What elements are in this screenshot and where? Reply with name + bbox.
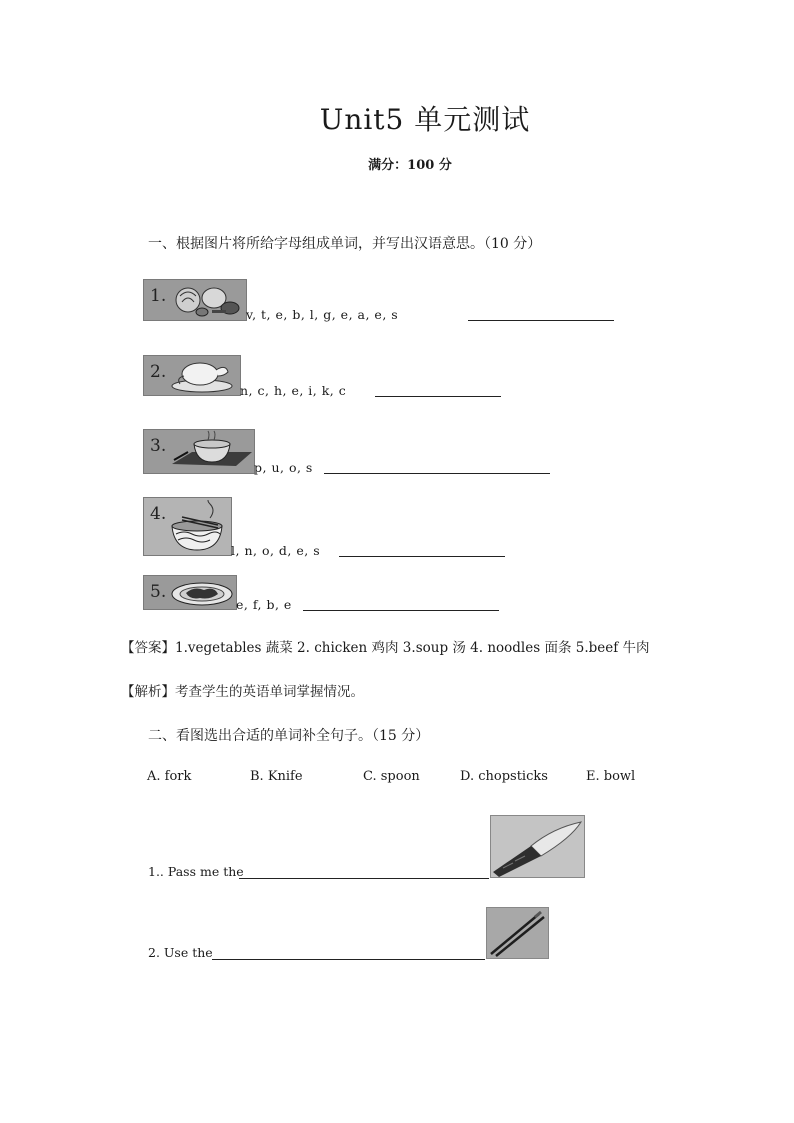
option-c: C. spoon <box>363 769 420 784</box>
item-number: 1. <box>150 286 167 306</box>
knife-picture <box>490 815 585 878</box>
soup-bowl-icon <box>168 430 254 472</box>
knife-icon <box>491 816 584 877</box>
analysis-line: 【解析】考查学生的英语单词掌握情况。 <box>121 684 364 700</box>
item-number: 3. <box>150 436 167 456</box>
section-2-heading: 二、看图选出合适的单词补全句子。（15 分） <box>148 728 430 744</box>
beef-picture <box>143 575 237 610</box>
soup-picture <box>143 429 255 474</box>
answer-line: 【答案】1.vegetables 蔬菜 2. chicken 鸡肉 3.soup 汤 4. noodles 面条 5.beef 牛肉 <box>121 640 650 656</box>
chopsticks-picture <box>486 907 549 959</box>
chopsticks-icon <box>487 908 548 958</box>
answer-blank[interactable] <box>239 878 489 879</box>
option-d: D. chopsticks <box>460 769 548 784</box>
item-number: 2. <box>150 362 167 382</box>
answer-blank[interactable] <box>468 320 614 321</box>
item-number: 4. <box>150 504 167 524</box>
question-1-text: 1.. Pass me the <box>148 864 244 879</box>
chicken-picture <box>143 355 241 396</box>
item-letters: l, n, o, d, e, s <box>231 543 321 558</box>
option-a: A. fork <box>147 769 192 784</box>
item-letters: p, u, o, s <box>254 460 313 475</box>
page-title: Unit5 单元测试 <box>319 103 531 136</box>
option-b: B. Knife <box>250 769 303 784</box>
answer-blank[interactable] <box>303 610 499 611</box>
section-1-heading: 一、根据图片将所给字母组成单词，并写出汉语意思。（10 分） <box>148 236 542 252</box>
beef-plate-icon <box>170 578 234 608</box>
item-letters: v, t, e, b, l, g, e, a, e, s <box>246 307 399 322</box>
answer-blank[interactable] <box>375 396 501 397</box>
noodles-picture <box>143 497 232 556</box>
vegetables-icon <box>172 282 244 318</box>
answer-blank[interactable] <box>212 959 485 960</box>
full-score: 满分：100 分 <box>368 158 452 173</box>
answer-blank[interactable] <box>339 556 505 557</box>
answer-blank[interactable] <box>324 473 550 474</box>
item-number: 5. <box>150 582 167 602</box>
vegetables-picture <box>143 279 247 321</box>
option-e: E. bowl <box>586 769 636 784</box>
item-letters: n, c, h, e, i, k, c <box>240 383 347 398</box>
roast-chicken-icon <box>166 358 238 394</box>
item-letters: e, f, b, e <box>236 597 292 612</box>
question-2-text: 2. Use the <box>148 945 213 960</box>
noodle-bowl-icon <box>164 500 230 554</box>
